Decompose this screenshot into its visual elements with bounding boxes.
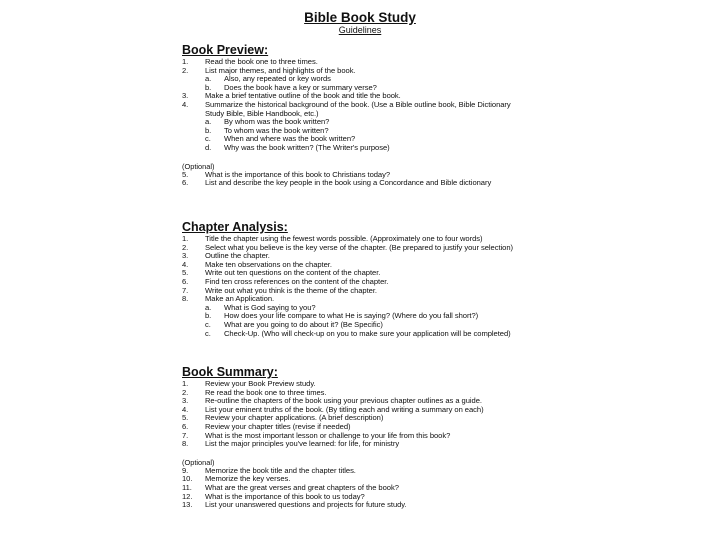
list-item: a. Also, any repeated or key words bbox=[205, 74, 331, 84]
list-item: 3. Outline the chapter. bbox=[182, 251, 270, 261]
list-item: c. When and where was the book written? bbox=[205, 134, 356, 144]
document-subtitle: Guidelines bbox=[338, 25, 382, 35]
list-item: 4. Make ten observations on the chapter. bbox=[182, 259, 332, 269]
chapter-analysis-heading: Chapter Analysis: bbox=[182, 220, 288, 234]
list-item: 2. Select what you believe is the key verse of the chapter. (Be prepared to justify your selection) bbox=[182, 242, 513, 252]
list-item: 2. List major themes, and highlights of the book. bbox=[182, 65, 356, 75]
list-item: 12. What is the importance of this book to us today? bbox=[182, 491, 365, 501]
list-item: 6. Review your chapter titles (revise if needed) bbox=[182, 421, 351, 431]
chapter-analysis-section bbox=[182, 220, 702, 338]
list-item: 6. Find ten cross references on the content of the chapter. bbox=[182, 276, 389, 286]
list-item: 11. What are the great verses and great chapters of the book? bbox=[182, 482, 399, 492]
list-item: b. Does the book have a key or summary verse? bbox=[205, 82, 377, 92]
list-item: 13. List your unanswered questions and projects for future study. bbox=[182, 500, 407, 510]
list-item: 9. Memorize the book title and the chapter titles. bbox=[182, 465, 356, 475]
list-item: 4. Summarize the historical background of the book. (Use a Bible outline book, Bible Dictionary bbox=[182, 99, 511, 109]
list-item: 4. List your eminent truths of the book. (By titling each and writing a summary on each) bbox=[182, 404, 484, 414]
list-item: a. What is God saying to you? bbox=[205, 302, 316, 312]
list-item: 7. Write out what you think is the theme of the chapter. bbox=[182, 285, 377, 295]
list-item: c. What are you going to do about it? (Be Specific) bbox=[205, 319, 383, 329]
list-item: 3. Re-outline the chapters of the book using your previous chapter outlines as a guide. bbox=[182, 396, 482, 406]
book-summary-heading: Book Summary: bbox=[182, 365, 278, 379]
book-preview-heading: Book Preview: bbox=[182, 43, 269, 57]
list-item: 8. Make an Application. bbox=[182, 294, 275, 304]
list-item: a. By whom was the book written? bbox=[205, 117, 330, 127]
list-item: b. To whom was the book written? bbox=[205, 125, 329, 135]
book-preview-section bbox=[182, 43, 702, 188]
list-item: 10. Memorize the key verses. bbox=[182, 474, 291, 484]
list-item: 1. Review your Book Preview study. bbox=[182, 379, 316, 388]
list-item: 5. Write out ten questions on the content of the chapter. bbox=[182, 268, 381, 278]
list-item: 3. Make a brief tentative outline of the book and title the book. bbox=[182, 91, 401, 101]
list-item: 1. Title the chapter using the fewest words possible. (Approximately one to four words) bbox=[182, 234, 483, 243]
optional-label: (Optional) bbox=[182, 161, 215, 171]
list-item: b. How does your life compare to what He is saying? (Where do you fall short?) bbox=[205, 311, 479, 321]
list-item: d. Why was the book written? (The Writer's purpose) bbox=[205, 142, 390, 152]
document-title: Bible Book Study bbox=[304, 10, 416, 25]
list-item: 6. List and describe the key people in the book using a Concordance and Bible dictionary bbox=[182, 178, 492, 188]
list-item: 1. Read the book one to three times. bbox=[182, 57, 318, 66]
book-summary-section bbox=[182, 365, 702, 510]
list-item: 7. What is the most important lesson or challenge to your life from this book? bbox=[182, 430, 451, 440]
list-item: c. Check-Up. (Who will check-up on you to make sure your application will be completed) bbox=[205, 328, 511, 338]
list-item: Study Bible, Bible Handbook, etc.) bbox=[205, 108, 319, 118]
optional-label: (Optional) bbox=[182, 457, 215, 467]
list-item: 8. List the major principles you've learned: for life, for ministry bbox=[182, 439, 400, 449]
list-item: 5. What is the importance of this book to Christians today? bbox=[182, 169, 391, 179]
list-item: 5. Review your chapter applications. (A brief description) bbox=[182, 413, 384, 423]
list-item: 2. Re read the book one to three times. bbox=[182, 387, 327, 397]
